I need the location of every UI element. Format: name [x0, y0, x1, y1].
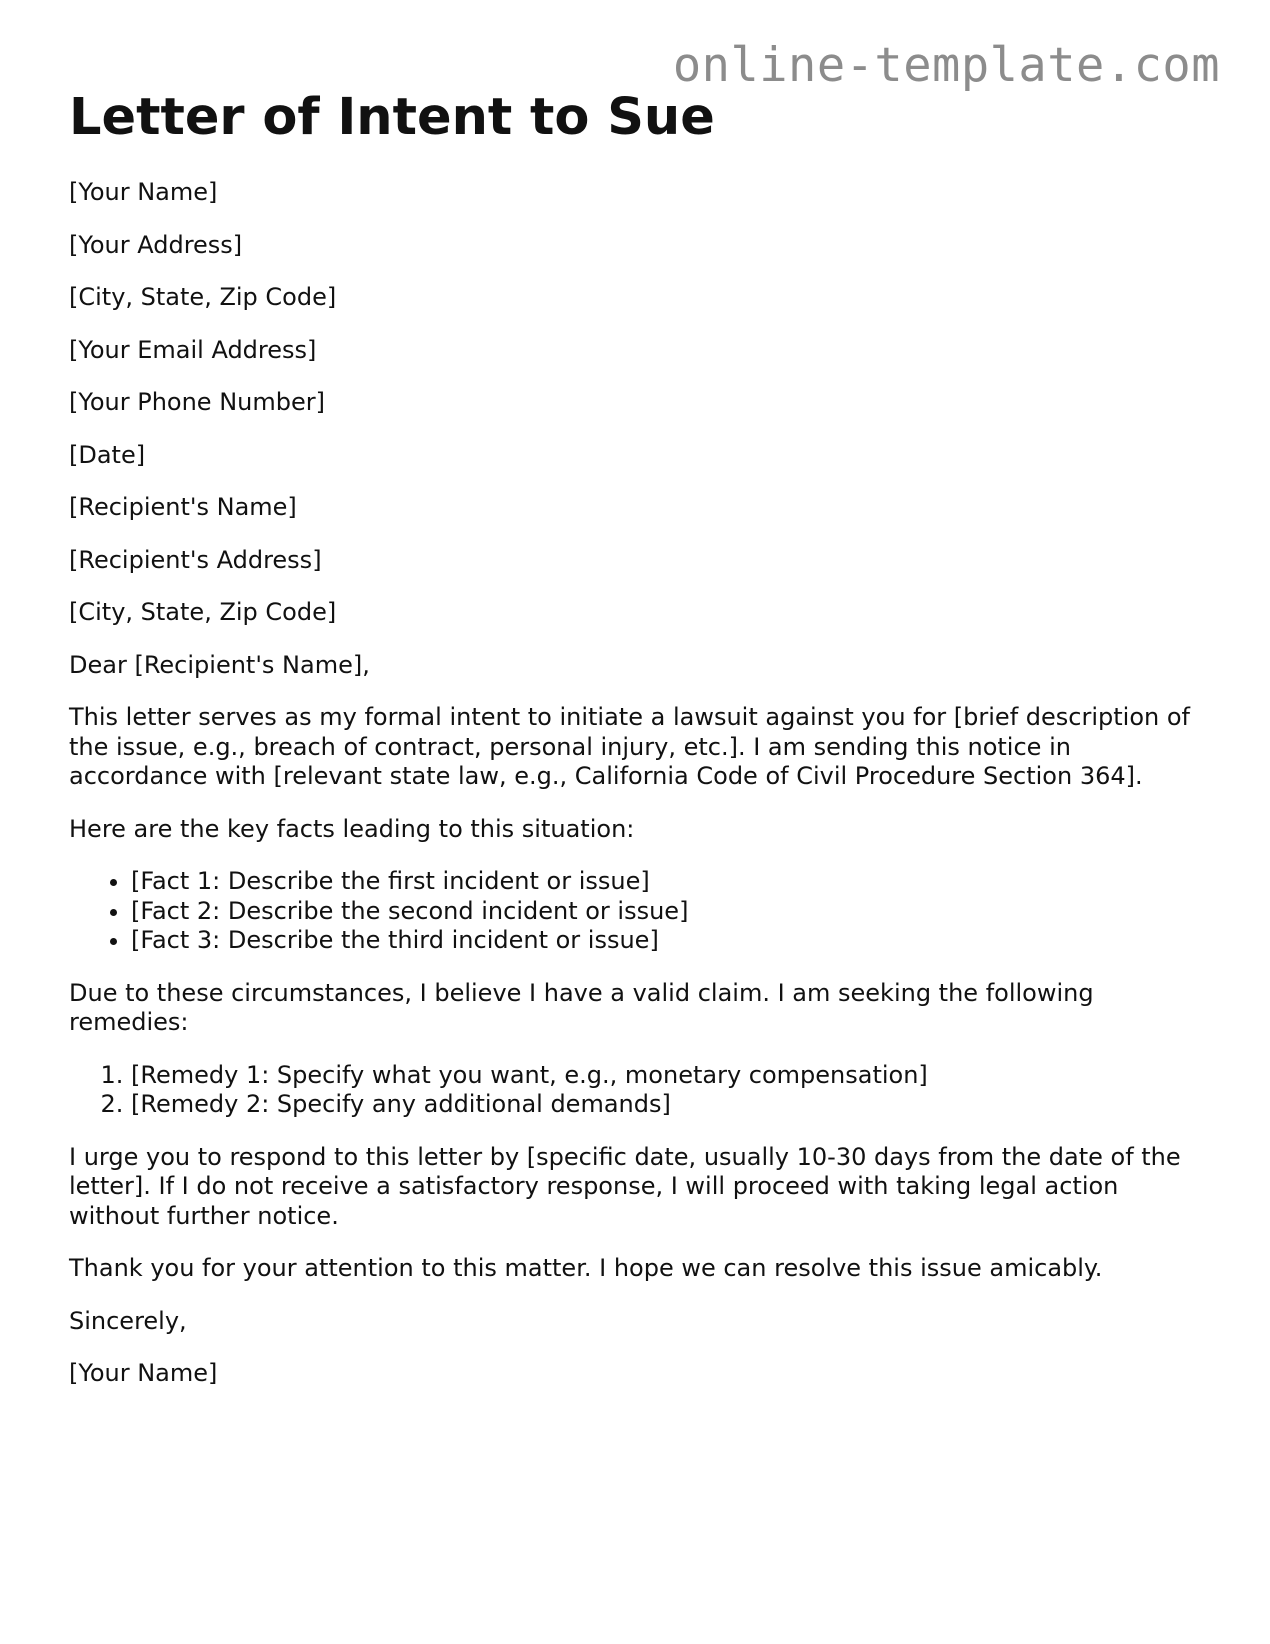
salutation: Dear [Recipient's Name],: [69, 650, 370, 679]
remedies-intro: Due to these circumstances, I believe I have a valid claim. I am seeking the following remedies:: [69, 978, 1094, 1036]
remedy-item: 2. [Remedy 2: Specify any additional demands]: [131, 1090, 1199, 1120]
page-title: Letter of Intent to Sue: [69, 88, 715, 147]
letter-body: [69, 178, 1199, 1412]
fact-item: • [Fact 3: Describe the third incident or issue]: [131, 926, 1199, 956]
fact-item: • [Fact 2: Describe the second incident or issue]: [131, 897, 1199, 927]
sender-city-state-zip: [City, State, Zip Code]: [69, 283, 337, 311]
remedy-item: 1. [Remedy 1: Specify what you want, e.g., monetary compensation]: [131, 1061, 1199, 1091]
letter-date: [Date]: [69, 440, 146, 469]
intro-paragraph: This letter serves as my formal intent to initiate a lawsuit against you for [brief description of the issue, e.g., breach of contract, personal injury, etc.]. I am sending this notice in accordance with [relevant state law, e.g., California Code of Civil Procedure Section 364].: [69, 703, 1190, 790]
recipient-address: [Recipient's Address]: [69, 545, 322, 574]
sender-name: [Your Name]: [69, 178, 218, 206]
signature: [Your Name]: [69, 1359, 218, 1387]
recipient-name: [Recipient's Name]: [69, 493, 297, 521]
deadline-paragraph: I urge you to respond to this letter by [specific date, usually 10-30 days from the date of the letter]. If I do not receive a satisfactory response, I will proceed with taking legal action without further notice.: [69, 1142, 1181, 1230]
thanks-paragraph: Thank you for your attention to this matter. I hope we can resolve this issue amicably.: [69, 1254, 1103, 1282]
sender-address: [Your Address]: [69, 230, 243, 259]
remedies-list: [69, 1061, 1199, 1120]
recipient-city-state-zip: [City, State, Zip Code]: [69, 598, 337, 626]
fact-item: • [Fact 1: Describe the first incident or issue]: [131, 867, 1199, 897]
sender-email: [Your Email Address]: [69, 335, 317, 364]
facts-intro: Here are the key facts leading to this situation:: [69, 814, 635, 843]
watermark: online-template.com: [672, 38, 1220, 93]
closing: Sincerely,: [69, 1306, 187, 1335]
sender-phone: [Your Phone Number]: [69, 388, 325, 416]
facts-list: [69, 867, 1199, 956]
